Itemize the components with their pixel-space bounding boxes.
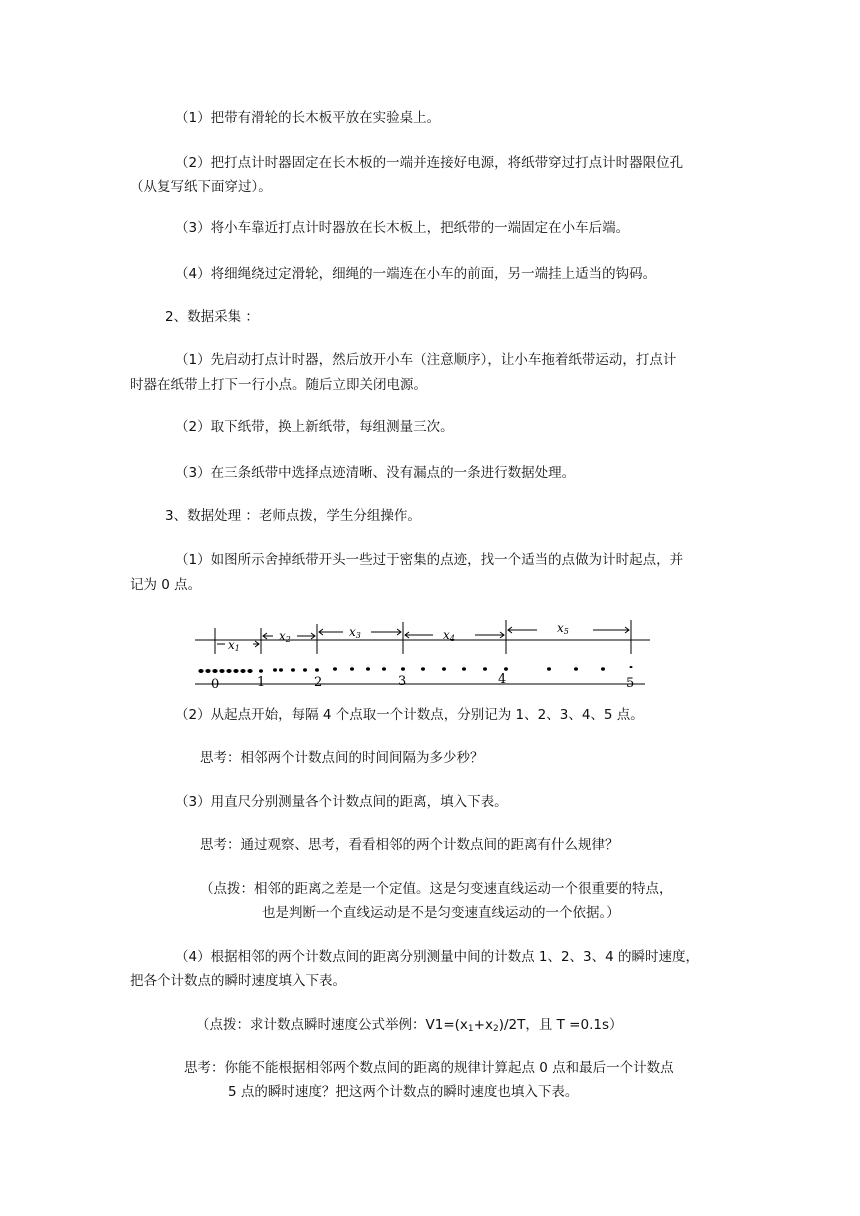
process-step-2: （2）从起点开始，每隔 4 个点取一个计数点，分别记为 1、2、3、4、5 点。 <box>175 707 644 723</box>
point-label-2: 2 <box>314 675 323 690</box>
step-4: （4）将细绳绕过定滑轮，细绳的一端连在小车的前面，另一端挂上适当的钩码。 <box>175 266 657 282</box>
question-1: 思考：相邻两个计数点间的时间间隔为多少秒？ <box>200 750 484 766</box>
label-x4: x4 <box>443 628 455 643</box>
collect-step-1-line2: 时器在纸带上打下一行小点。随后立即关闭电源。 <box>130 377 427 393</box>
step-1: （1）把带有滑轮的长木板平放在实验桌上。 <box>175 110 441 126</box>
question-3-line2: 5 点的瞬时速度？把这两个计数点的瞬时速度也填入下表。 <box>228 1084 579 1100</box>
paper-tape-diagram <box>195 618 655 690</box>
process-step-1-line2: 记为 0 点。 <box>130 577 202 593</box>
process-step-1-line1: （1）如图所示舍掉纸带开头一些过于密集的点迹，找一个适当的点做为计时起点，并 <box>175 552 684 568</box>
label-x1: x1 <box>228 638 240 653</box>
process-step-4-line1: （4）根据相邻的两个计数点间的距离分别测量中间的计数点 1、2、3、4 的瞬时速度， <box>175 949 700 965</box>
section-heading-3: 3、数据处理 ：老师点拨，学生分组操作。 <box>165 508 421 524</box>
process-step-3: （3）用直尺分别测量各个计数点间的距离，填入下表。 <box>175 794 508 810</box>
label-x2: x2 <box>279 629 291 644</box>
label-x3: x3 <box>349 625 361 640</box>
step-2-line2: （从复写纸下面穿过）。 <box>130 179 272 195</box>
point-label-5: 5 <box>626 676 635 690</box>
collect-step-1-line1: （1）先启动打点计时器，然后放开小车（注意顺序），让小车拖着纸带运动，打点计 <box>175 352 677 368</box>
process-step-4-line2: 把各个计数点的瞬时速度填入下表。 <box>130 973 346 989</box>
section-heading-2: 2、数据采集 ： <box>165 309 259 325</box>
hint-2-formula: （点拨：求计数点瞬时速度公式举例：$V1=(x_1+x_2)/2T$，且 T =0.1s） <box>196 1017 623 1034</box>
step-2-line1: （2）把打点计时器固定在长木板的一端并连接好电源，将纸带穿过打点计时器限位孔 <box>175 155 684 171</box>
tape-dots <box>198 666 632 673</box>
label-x5: x5 <box>557 621 569 636</box>
point-label-4: 4 <box>498 672 507 687</box>
question-2: 思考：通过观察、思考，看看相邻的两个计数点间的距离有什么规律？ <box>200 837 619 853</box>
point-label-3: 3 <box>398 674 407 689</box>
hint-1-line2: 也是判断一个直线运动是不是匀变速直线运动的一个依据。） <box>262 905 620 921</box>
collect-step-3: （3）在三条纸带中选择点迹清晰、没有漏点的一条进行数据处理。 <box>175 465 576 481</box>
collect-step-2: （2）取下纸带，换上新纸带，每组测量三次。 <box>175 419 454 435</box>
hint-1-line1: （点拨：相邻的距离之差是一个定值。这是匀变速直线运动一个很重要的特点， <box>200 881 673 897</box>
question-3-line1: 思考：你能不能根据相邻两个数点间的距离的规律计算起点 0 点和最后一个计数点 <box>184 1060 674 1076</box>
point-label-1: 1 <box>257 675 266 690</box>
point-label-0: 0 <box>211 677 220 690</box>
step-3: （3）将小车靠近打点计时器放在长木板上，把纸带的一端固定在小车后端。 <box>175 220 630 236</box>
